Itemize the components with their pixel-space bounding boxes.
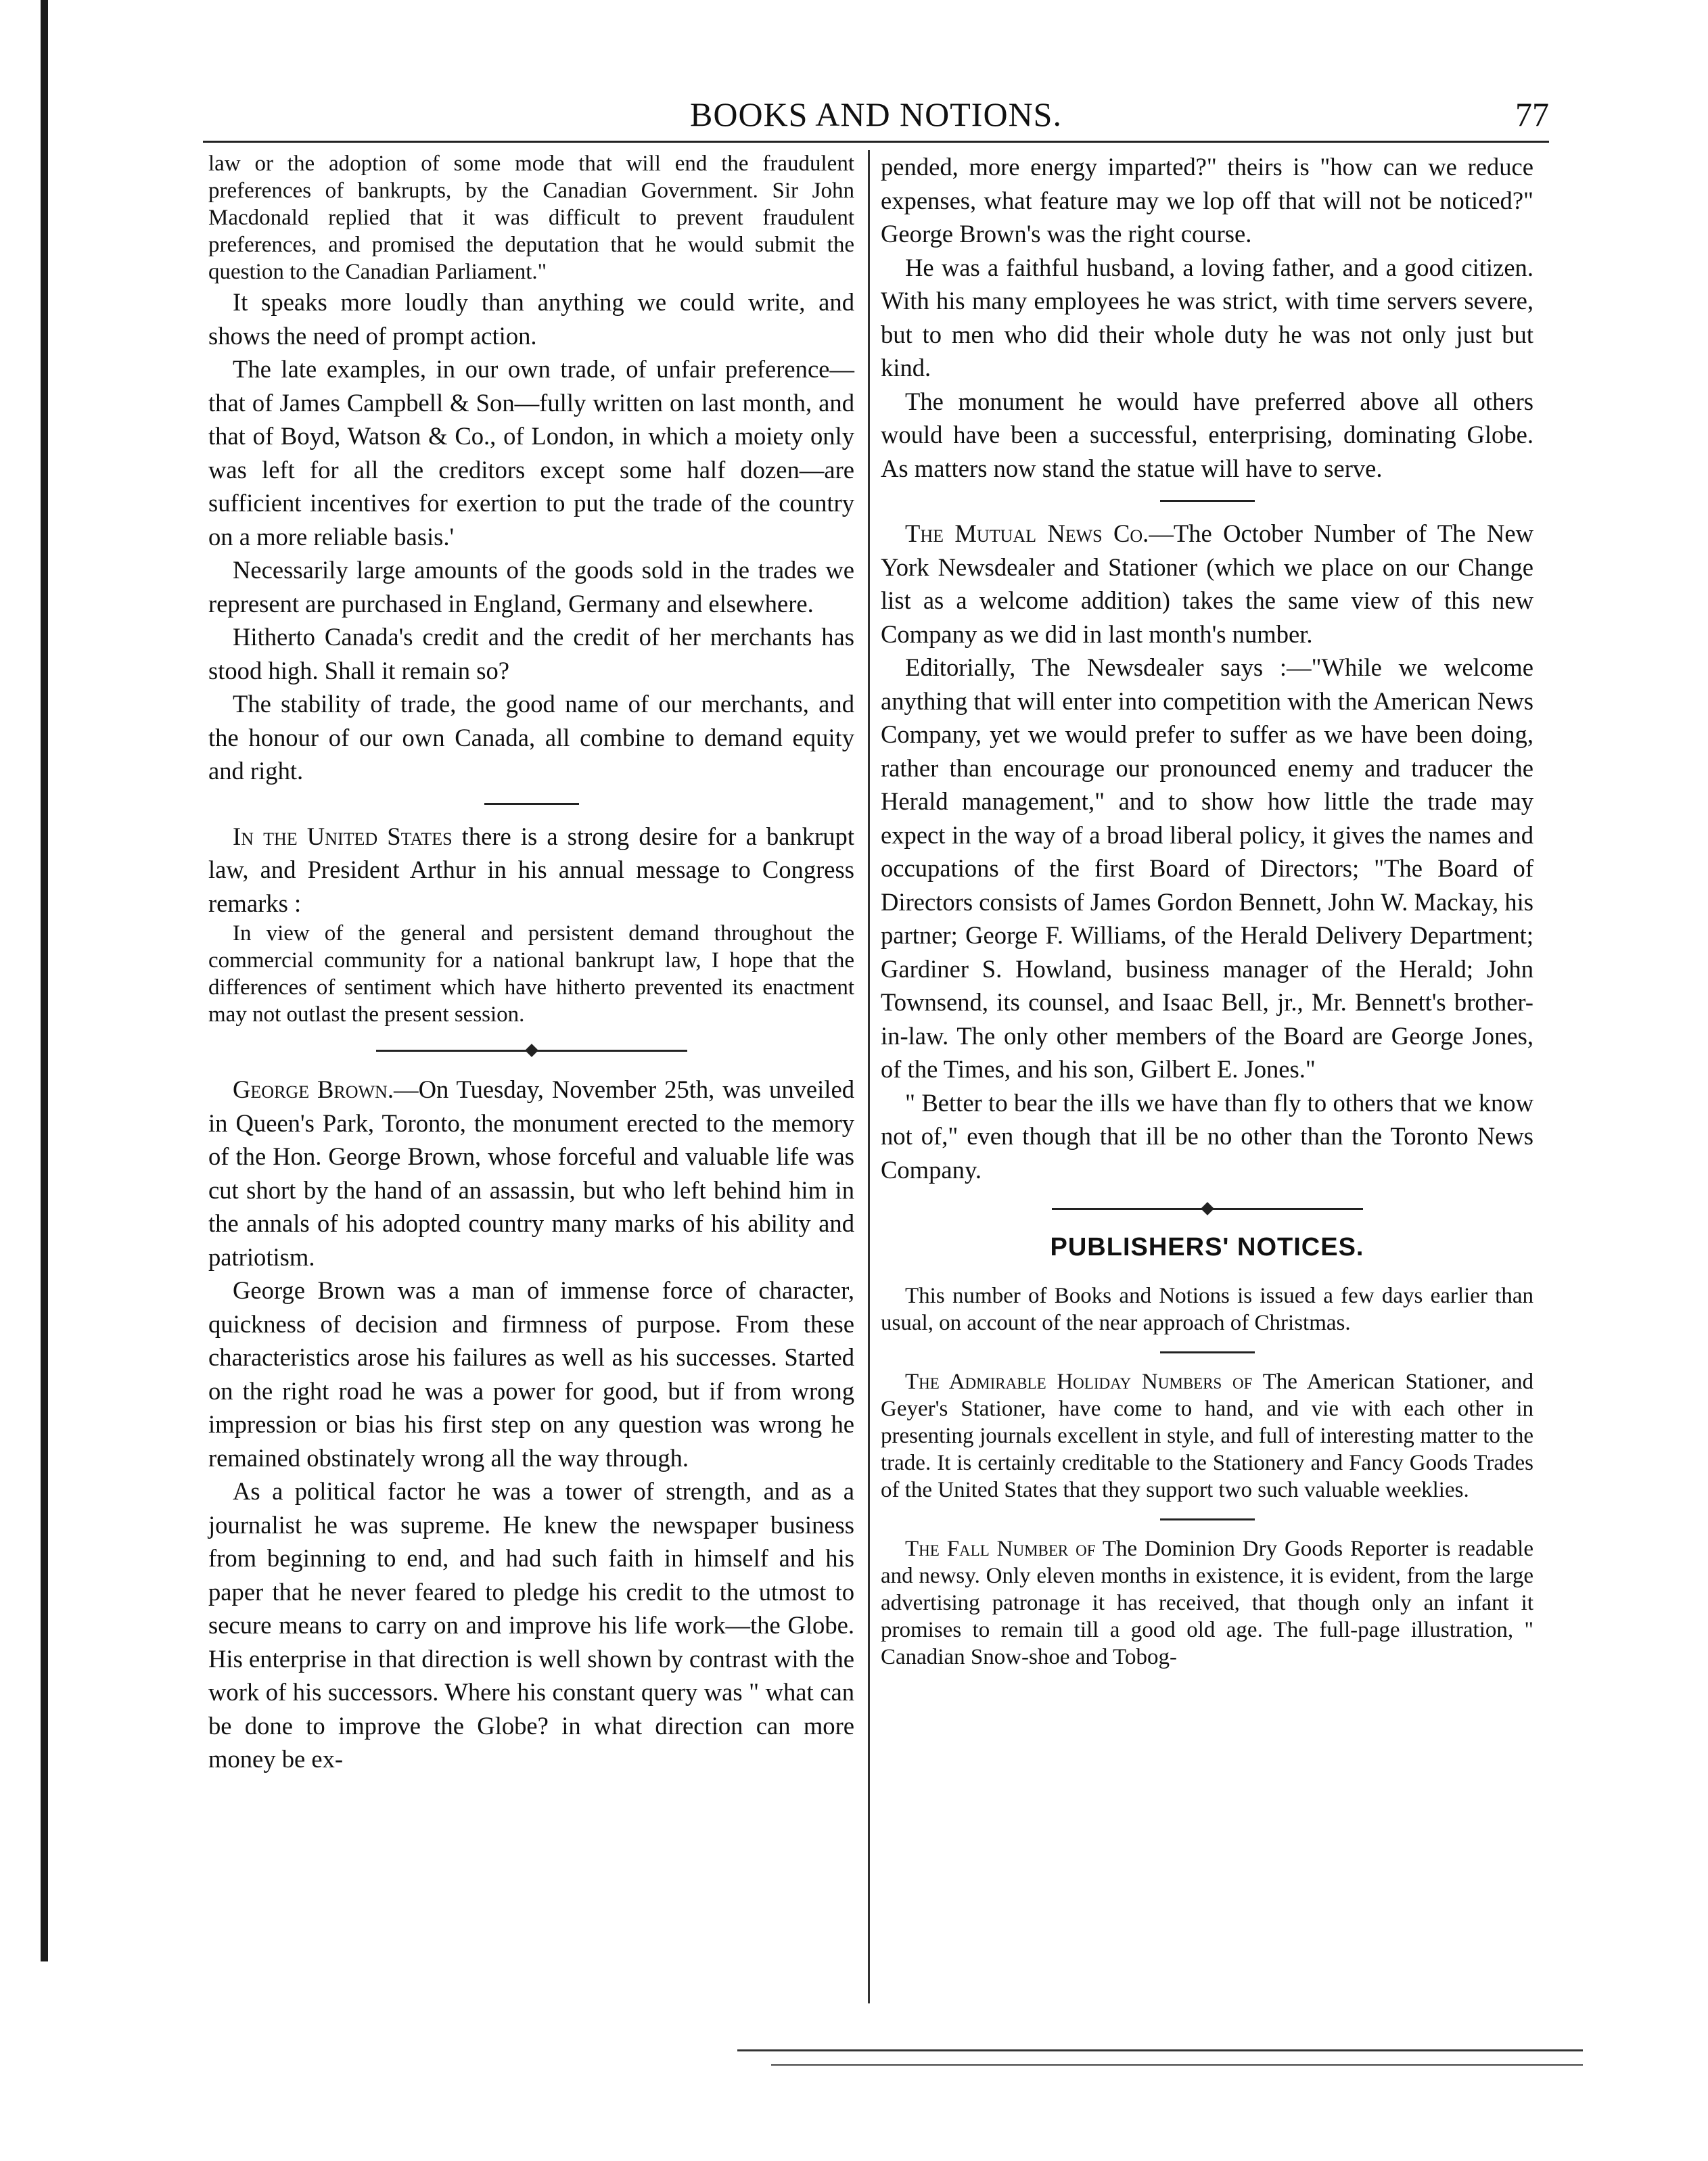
block-quote: In view of the general and persistent demand throughout the commercial community for a national bankrupt law, I hope that the differences of sentiment which have hitherto prevented its enactment may not outlast the present session.: [208, 921, 854, 1027]
page-header: [203, 95, 1549, 135]
paragraph-text: The Dominion Dry Goods Reporter is readable and newsy. Only eleven months in existence, it is evident, from the large advertising patronage it has received, that though only an infant it promises to remain till a good old age. The full-page illustration, " Canadian Snow-shoe and Tobog-: [881, 1536, 1534, 1669]
paragraph: As a political factor he was a tower of strength, and as a journalist he was supreme. He knew the newspaper business from beginning to end, and had such faith in himself and his paper that he never feared to pledge his credit to the utmost to secure means to carry on and improve his life work—the Globe. His enterprise in that direction is well shown by contrast with the work of his successors. Where his constant query was " what can be done to improve the Globe? in what direction can more money be ex-: [208, 1477, 854, 1773]
page-number: 77: [1515, 95, 1549, 133]
paragraph: [881, 517, 1533, 651]
bottom-rule: [737, 2049, 1583, 2051]
paragraph: George Brown was a man of immense force of character, quickness of decision and firmness of purpose. From these characteristics arose his failures as well as his successes. Started on the right road he was a power for good, but if from wrong impression or bias his first step on any question was wrong he remained obstinately wrong all the way through.: [208, 1276, 854, 1472]
paragraph: [881, 1368, 1533, 1504]
ornamental-divider: [1052, 1204, 1363, 1213]
section-divider: [1160, 500, 1255, 502]
paragraph: The stability of trade, the good name of our merchants, and the honour of our own Canada, all combine to demand equity and right.: [208, 690, 854, 785]
ornamental-divider: [376, 1046, 687, 1055]
paragraph: [208, 820, 854, 921]
bottom-rule: [771, 2064, 1583, 2066]
paragraph: [208, 1073, 854, 1274]
binding-edge: [41, 0, 48, 1961]
paragraph: Necessarily large amounts of the goods sold in the trades we represent are purchased in England, Germany and elsewhere.: [208, 556, 854, 618]
lead-in: The Admirable Holiday Numbers of: [905, 1369, 1253, 1394]
right-column: [881, 150, 1533, 1671]
lead-in: In the United States: [233, 822, 453, 850]
paragraph: This number of Books and Notions is issued a few days earlier than usual, on account of the near approach of Christmas.: [881, 1283, 1533, 1335]
paragraph-text: The American Stationer, and Geyer's Stationer, have come to hand, and vie with each other in presenting journals excellent in style, and full of interesting matter to the trade. It is certainly creditable to the Stationery and Fancy Goods Trades of the United States that they support two such valuable weeklies.: [881, 1369, 1533, 1502]
section-heading: PUBLISHERS' NOTICES.: [1050, 1233, 1364, 1261]
paragraph: Editorially, The Newsdealer says :—"While we welcome anything that will enter into competition with the American News Company, yet we would prefer to suffer as we have been doing, rather than encourage our pronounced enemy and traducer the Herald management," and to show how little the trade may expect in the way of a broad liberal policy, it gives the names and occupations of the first Board of Directors; "The Board of Directors consists of James Gordon Bennett, John W. Mackay, his partner; George F. Williams, of the Herald Delivery Department; Gardiner S. Howland, business manager of the Herald; John Townsend, its counsel, and Isaac Bell, jr., Mr. Bennett's brother-in-law. The only other members of the Board are George Jones, of the Times, and his son, Gilbert E. Jones.": [881, 653, 1533, 1083]
paragraph-text: —The October Number of The New York Newsdealer and Stationer (which we place on our Change list as a welcome addition) takes the same view of this new Company as we did in last month's number.: [881, 519, 1533, 648]
paragraph: It speaks more loudly than anything we could write, and shows the need of prompt action.: [208, 288, 854, 350]
paragraph: He was a faithful husband, a loving father, and a good citizen. With his many employees he was strict, with time servers severe, but to men who did their whole duty he was not only just but kind.: [881, 253, 1533, 381]
lead-in: The Fall Number of: [905, 1536, 1096, 1561]
section-divider: [1160, 1351, 1255, 1353]
paragraph: Hitherto Canada's credit and the credit of her merchants has stood high. Shall it remain so?: [208, 623, 854, 684]
header-rule: [203, 141, 1549, 143]
running-title: BOOKS AND NOTIONS.: [690, 95, 1062, 133]
paragraph: The monument he would have preferred above all others would have been a successful, enterprising, dominating Globe. As matters now stand the statue will have to serve.: [881, 387, 1533, 482]
column-rule: [868, 150, 870, 2003]
section-divider: [1160, 1518, 1255, 1520]
paragraph: " Better to bear the ills we have than fly to others that we know not of," even though that ill be no other than the Toronto News Company.: [881, 1088, 1533, 1184]
left-column: [208, 150, 854, 1776]
paragraph-text: there is a strong desire for a bankrupt law, and President Arthur in his annual message to Congress remarks :: [208, 822, 854, 917]
section-divider: [484, 803, 579, 805]
paragraph: pended, more energy imparted?" theirs is "how can we reduce expenses, what feature may we lop off that will not be noticed?" George Brown's was the right course.: [881, 153, 1533, 248]
lead-in: George Brown.: [233, 1075, 394, 1103]
lead-in: The Mutual News Co.: [905, 519, 1149, 547]
paragraph: The late examples, in our own trade, of unfair preference—that of James Campbell & Son—fully written on last month, and that of Boyd, Watson & Co., of London, in which a moiety only was left for all the creditors except some half dozen—are sufficient incentives for exertion to put the trade of the country on a more reliable basis.': [208, 355, 854, 551]
paragraph-text: —On Tuesday, November 25th, was unveiled in Queen's Park, Toronto, the monument erected to the memory of the Hon. George Brown, whose forceful and valuable life was cut short by the hand of an assassin, but who left behind him in the annals of his adopted country many marks of his ability and patriotism.: [208, 1075, 855, 1271]
paragraph: law or the adoption of some mode that will end the fraudulent preferences of bankrupts, by the Canadian Government. Sir John Macdonald replied that it was difficult to prevent fraudulent preferences, and promised the deputation that he would submit the question to the Canadian Parliament.": [208, 152, 854, 284]
paragraph: [881, 1535, 1533, 1671]
